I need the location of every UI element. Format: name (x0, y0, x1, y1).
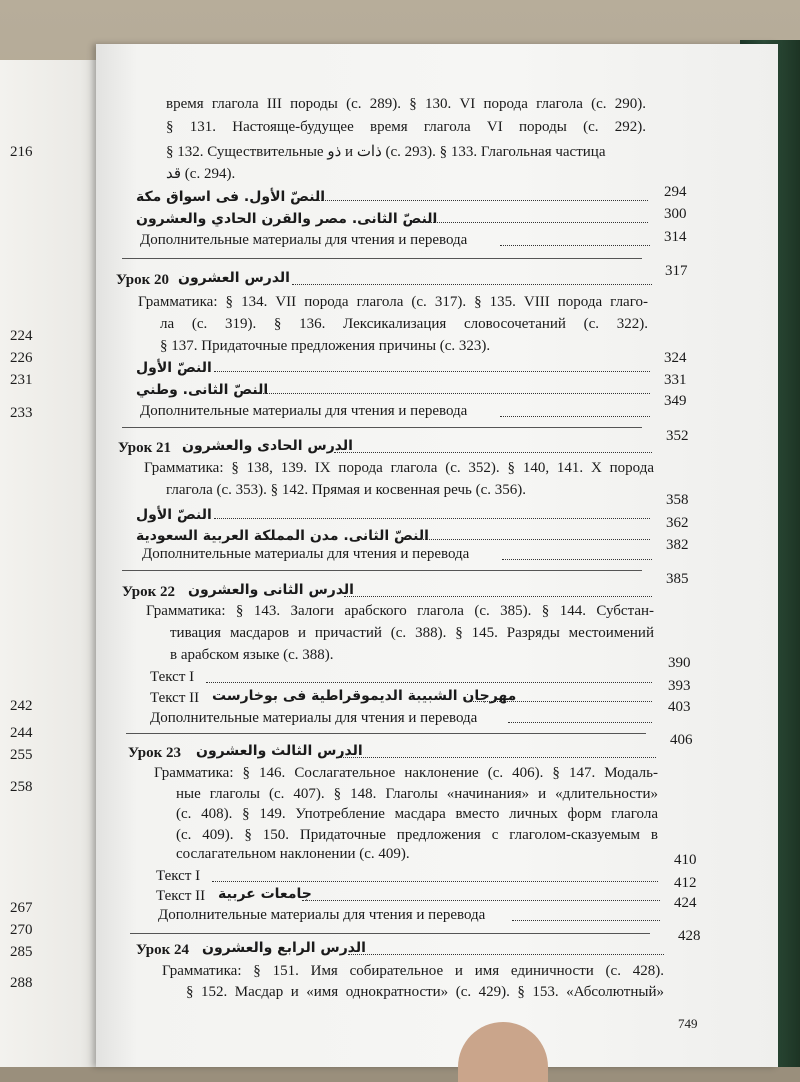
leader-dots (512, 920, 660, 921)
page-number: 428 (678, 928, 701, 944)
text-title-arabic: النصّ الأول. فى اسواق مكة (136, 189, 326, 205)
lesson-title: Урок 20 (116, 272, 170, 288)
grammar-line: время глагола III породы (с. 289). § 130. VI порода глагола (с. 290). (166, 96, 646, 112)
lesson-title: Урок 21 (118, 440, 172, 456)
left-page-number: 288 (10, 975, 33, 991)
leader-dots (302, 900, 660, 901)
left-page-number: 258 (10, 779, 33, 795)
leader-dots (318, 200, 648, 201)
page-number: 352 (666, 428, 689, 444)
left-page-number: 224 (10, 328, 33, 344)
grammar-line: Грамматика: § 146. Сослагательное наклонение (с. 406). § 147. Модаль- (154, 765, 658, 781)
page-number: 331 (664, 372, 687, 388)
text-label: Текст II (156, 888, 206, 904)
text-title-arabic: النصّ الثانى. وطني (136, 382, 269, 398)
grammar-line: § 131. Настояще-будущее время глагола VI породы (с. 292). (166, 119, 646, 135)
grammar-line: сослагательном наклонении (с. 409). (176, 846, 410, 862)
leader-dots (466, 701, 652, 702)
section-divider (122, 570, 642, 571)
leader-dots (254, 393, 650, 394)
lesson-title-arabic: الدرس الحادى والعشرون (182, 438, 353, 454)
grammar-line: Грамматика: § 143. Залоги арабского глагола (с. 385). § 144. Субстан- (146, 603, 654, 619)
extra-materials: Дополнительные материалы для чтения и перевода (142, 546, 470, 562)
grammar-line: § 137. Придаточные предложения причины (с. 323). (160, 338, 491, 354)
page-number: 410 (674, 852, 697, 868)
leader-dots (500, 416, 650, 417)
lesson-title: Урок 24 (136, 942, 190, 958)
grammar-line: ла (с. 319). § 136. Лексикализация словосочетаний (с. 322). (160, 316, 648, 332)
grammar-line: (с. 409). § 150. Придаточные предложения с глаголом-сказуемым в (176, 827, 658, 843)
lesson-title: Урок 22 (122, 584, 176, 600)
leader-dots (344, 596, 652, 597)
lesson-title-arabic: الدرس الرابع والعشرون (202, 940, 366, 956)
leader-dots (340, 757, 656, 758)
section-divider (122, 258, 642, 259)
page-number: 385 (666, 571, 689, 587)
left-page-number: 231 (10, 372, 33, 388)
grammar-line: § 152. Масдар и «имя однократности» (с. 429). § 153. «Абсолютный» (186, 984, 664, 1000)
leader-dots (214, 371, 650, 372)
leader-dots (420, 222, 648, 223)
lesson-title-arabic: الدرس العشرون (178, 270, 290, 286)
page-number: 317 (665, 263, 688, 279)
leader-dots (500, 245, 650, 246)
page-number: 358 (666, 492, 689, 508)
page-number: 300 (664, 206, 687, 222)
folio-page-number: 749 (678, 1016, 698, 1031)
leader-dots (508, 722, 652, 723)
grammar-line: ные глаголы (с. 407). § 148. Глаголы «начинания» и «длительности» (176, 786, 658, 802)
leader-dots (206, 682, 652, 683)
page-number: 382 (666, 537, 689, 553)
extra-materials: Дополнительные материалы для чтения и перевода (140, 403, 468, 419)
page-number: 424 (674, 895, 697, 911)
grammar-line: Грамматика: § 134. VII порода глагола (с. 317). § 135. VIII порода глаго- (138, 294, 648, 310)
extra-materials: Дополнительные материалы для чтения и перевода (150, 710, 478, 726)
left-page-number: 267 (10, 900, 33, 916)
leader-dots (348, 954, 664, 955)
grammar-line: Грамматика: § 138, 139. IX порода глагола (с. 352). § 140, 141. X порода (144, 460, 654, 476)
text-title-arabic: النصّ الثانى. مصر والقرن الحادي والعشرون (136, 211, 438, 227)
text-title-arabic: جامعات عربية (218, 886, 312, 902)
left-page-number: 216 (10, 144, 33, 160)
page-number: 324 (664, 350, 687, 366)
leader-dots (214, 518, 650, 519)
left-page-number: 255 (10, 747, 33, 763)
page-number: 362 (666, 515, 689, 531)
left-page (0, 60, 100, 1067)
grammar-line: в арабском языке (с. 388). (170, 647, 334, 663)
grammar-line: § 132. Существительные ذو и ذات (с. 293). § 133. Глагольная частица (166, 144, 606, 160)
page-number: 314 (664, 229, 687, 245)
left-page-number: 285 (10, 944, 33, 960)
section-divider (126, 733, 646, 734)
grammar-line: глагола (с. 353). § 142. Прямая и косвенная речь (с. 356). (166, 482, 526, 498)
extra-materials: Дополнительные материалы для чтения и перевода (140, 232, 468, 248)
page-number: 294 (664, 184, 687, 200)
leader-dots (212, 881, 658, 882)
lesson-title-arabic: الدرس الثانى والعشرون (188, 582, 354, 598)
leader-dots (292, 284, 652, 285)
text-title-arabic: النصّ الثانى. مدن المملكة العربية السعودية (136, 528, 429, 544)
leader-dots (420, 539, 650, 540)
lesson-title-arabic: الدرس الثالث والعشرون (196, 743, 363, 759)
grammar-line: тивация масдаров и причастий (с. 388). § 145. Разряды местоимений (170, 625, 654, 641)
section-divider (122, 427, 642, 428)
lesson-title: Урок 23 (128, 745, 182, 761)
left-page-number: 233 (10, 405, 33, 421)
page-number: 406 (670, 732, 693, 748)
text-title-arabic: مهرجان الشبيبة الديموقراطية فى بوخارست (212, 688, 517, 704)
text-label: Текст I (150, 669, 195, 685)
page-number: 412 (674, 875, 697, 891)
text-title-arabic: النصّ الأول (136, 507, 212, 523)
extra-materials: Дополнительные материалы для чтения и перевода (158, 907, 486, 923)
left-page-number: 244 (10, 725, 33, 741)
text-label: Текст I (156, 868, 201, 884)
page-number: 349 (664, 393, 687, 409)
page-number: 393 (668, 678, 691, 694)
grammar-line: قد (с. 294). (166, 166, 236, 182)
text-label: Текст II (150, 690, 200, 706)
left-page-number: 270 (10, 922, 33, 938)
text-title-arabic: النصّ الأول (136, 360, 212, 376)
grammar-line: Грамматика: § 151. Имя собирательное и имя единичности (с. 428). (162, 963, 664, 979)
grammar-line: (с. 408). § 149. Употребление масдара вместо личных форм глагола (176, 806, 658, 822)
left-page-number: 242 (10, 698, 33, 714)
leader-dots (334, 452, 652, 453)
section-divider (130, 933, 650, 934)
leader-dots (502, 559, 652, 560)
page-number: 403 (668, 699, 691, 715)
left-page-number: 226 (10, 350, 33, 366)
page-number: 390 (668, 655, 691, 671)
